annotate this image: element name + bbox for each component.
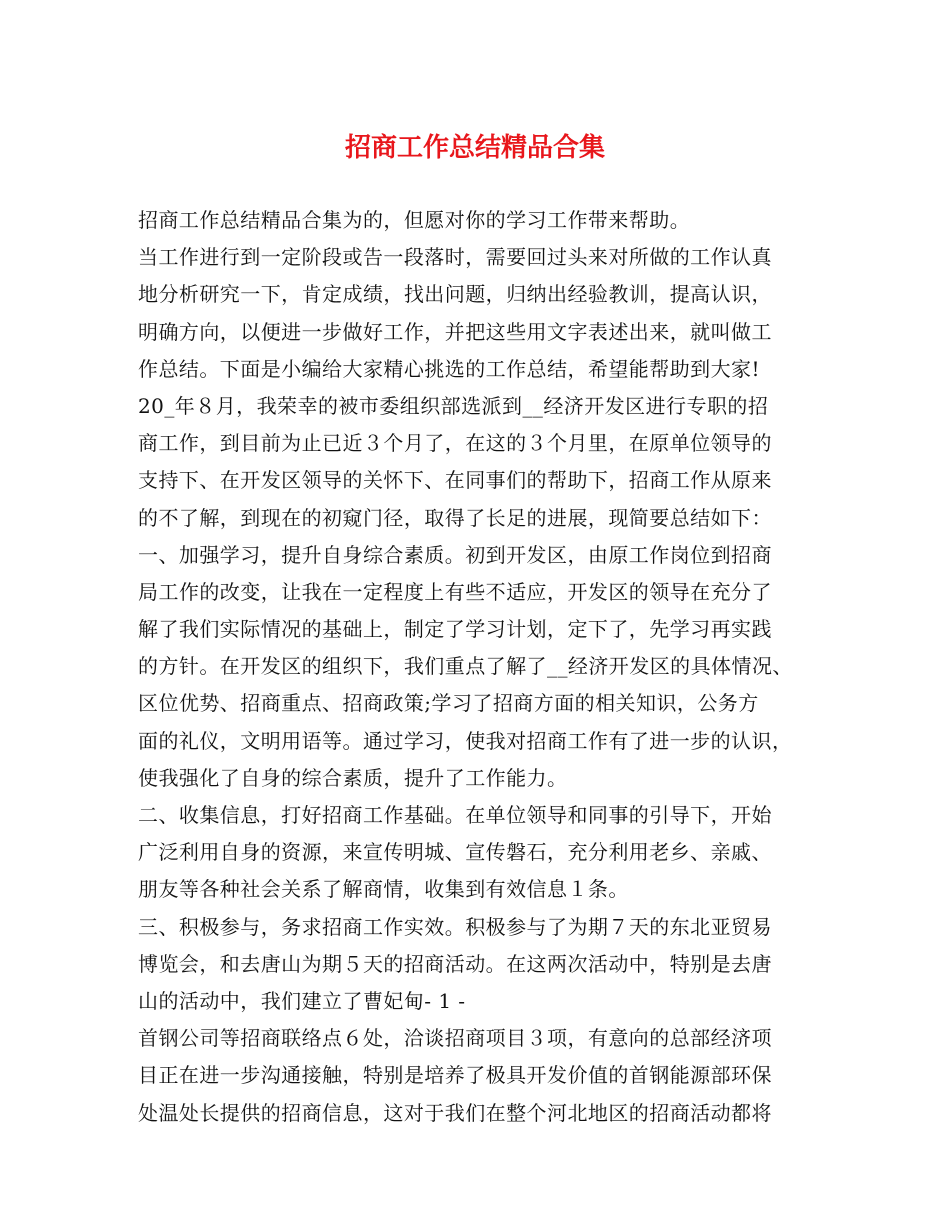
text-line: 朋友等各种社会关系了解商情，收集到有效信息１条。 bbox=[138, 877, 629, 902]
text-line: 目正在进一步沟通接触，特别是培养了极具开发价值的首钢能源部环保 bbox=[138, 1063, 772, 1088]
text-line: 广泛利用自身的资源，来宣传明城、宣传磐石，充分利用老乡、亲戚、 bbox=[138, 840, 772, 865]
text-line: 地分析研究一下，肯定成绩，找出问题，归纳出经验教训，提高认识， bbox=[138, 282, 772, 307]
text-line: 作总结。下面是小编给大家精心挑选的工作总结，希望能帮助到大家! bbox=[138, 356, 760, 381]
document-body bbox=[138, 202, 828, 1132]
text-line: 处温处长提供的招商信息，这对于我们在整个河北地区的招商活动都将 bbox=[138, 1100, 772, 1125]
document-title: 招商工作总结精品合集 bbox=[344, 133, 605, 163]
text-line: 一、加强学习，提升自身综合素质。初到开发区，由原工作岗位到招商 bbox=[138, 542, 772, 567]
text-line: 面的礼仪，文明用语等。通过学习，使我对招商工作有了进一步的认识， bbox=[138, 728, 793, 753]
text-line: 当工作进行到一定阶段或告一段落时，需要回过头来对所做的工作认真 bbox=[138, 245, 772, 270]
text-line: 商工作，到目前为止已近３个月了，在这的３个月里，在原单位领导的 bbox=[138, 431, 772, 456]
text-line: 区位优势、招商重点、招商政策;学习了招商方面的相关知识，公务方 bbox=[138, 691, 759, 716]
text-line: 使我强化了自身的综合素质，提升了工作能力。 bbox=[138, 765, 568, 790]
text-line: 支持下、在开发区领导的关怀下、在同事们的帮助下，招商工作从原来 bbox=[138, 468, 772, 493]
text-line: 招商工作总结精品合集为的，但愿对你的学习工作带来帮助。 bbox=[138, 208, 691, 232]
text-line: 首钢公司等招商联络点６处，洽谈招商项目３项，有意向的总部经济项 bbox=[138, 1026, 772, 1051]
text-line: 二、收集信息，打好招商工作基础。在单位领导和同事的引导下，开始 bbox=[138, 803, 772, 827]
text-line: 20_年８月，我荣幸的被市委组织部选派到__经济开发区进行专职的招 bbox=[138, 393, 769, 418]
text-line: 三、积极参与，务求招商工作实效。积极参与了为期７天的东北亚贸易 bbox=[138, 914, 772, 939]
text-line: 的方针。在开发区的组织下，我们重点了解了__经济开发区的具体情况、 bbox=[138, 654, 793, 679]
text-line: 博览会，和去唐山为期５天的招商活动。在这两次活动中，特别是去唐 bbox=[138, 951, 772, 976]
text-line: 的不了解，到现在的初窥门径，取得了长足的进展，现简要总结如下： bbox=[138, 505, 772, 530]
text-line: 解了我们实际情况的基础上，制定了学习计划，定下了，先学习再实践 bbox=[138, 617, 772, 642]
text-line: 明确方向，以便进一步做好工作，并把这些用文字表述出来，就叫做工 bbox=[138, 319, 772, 344]
text-line: 局工作的改变，让我在一定程度上有些不适应，开发区的领导在充分了 bbox=[138, 579, 772, 604]
text-line: 山的活动中，我们建立了曹妃甸- 1 - bbox=[138, 988, 466, 1013]
